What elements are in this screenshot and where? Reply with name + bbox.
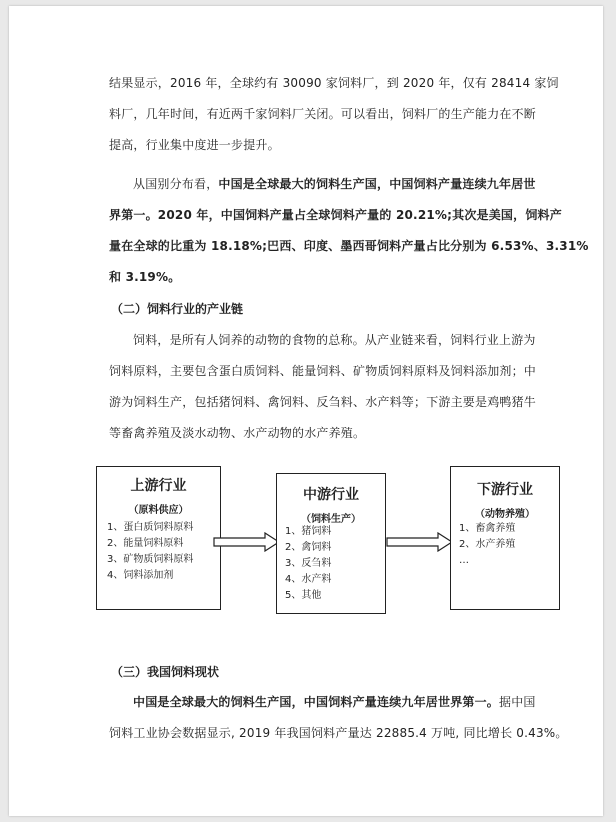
text-line: 结果显示，2016 年，全球约有 30090 家饲料厂，到 2020 年，仅有 28414 家饲 — [109, 76, 559, 90]
document-page — [9, 6, 603, 816]
normal-text: 据中国 — [499, 695, 536, 709]
upstream-list — [107, 520, 193, 584]
list-item: … — [459, 555, 469, 566]
lead-text: 从国别分布看， — [133, 177, 219, 191]
midstream-title: 中游行业 — [303, 487, 359, 503]
text-line: 和 3.19%。 — [109, 270, 181, 284]
text-line: 饲料，是所有人饲养的动物的食物的总称。从产业链来看，饲料行业上游为 — [133, 333, 536, 347]
paragraph-feed-mills — [109, 68, 559, 161]
upstream-box — [96, 466, 221, 610]
text-line: 界第一。2020 年，中国饲料产量占全球饲料产量的 20.21%;其次是美国，饲料产 — [109, 208, 562, 222]
paragraph-current-status — [109, 687, 568, 749]
downstream-box — [450, 466, 560, 610]
list-item: 5、其他 — [285, 590, 322, 601]
text-line: 游为饲料生产，包括猪饲料、禽饲料、反刍料、水产料等；下游主要是鸡鸭猪牛 — [109, 395, 537, 409]
downstream-subtitle: （动物养殖） — [475, 509, 535, 520]
midstream-subtitle: （饲料生产） — [301, 514, 361, 525]
text-line — [109, 169, 536, 200]
list-item: 4、饲料添加剂 — [107, 570, 174, 581]
text-line: 料厂，几年时间，有近两千家饲料厂关闭。可以看出，饲料厂的生产能力在不断 — [109, 107, 537, 121]
text-line: 提高，行业集中度进一步提升。 — [109, 138, 280, 152]
midstream-box — [276, 473, 386, 614]
upstream-title: 上游行业 — [130, 478, 187, 494]
section-heading-industry-chain: （二）饲料行业的产业链 — [111, 302, 244, 316]
list-item: 1、猪饲料 — [285, 526, 332, 537]
list-item: 2、禽饲料 — [285, 542, 332, 553]
list-item: 4、水产料 — [285, 574, 332, 585]
text-line: 等畜禽养殖及淡水动物、水产动物的水产养殖。 — [109, 426, 366, 440]
downstream-title: 下游行业 — [477, 482, 533, 498]
list-item: 3、矿物质饲料原料 — [107, 554, 194, 565]
text-line — [109, 687, 536, 718]
midstream-list — [285, 524, 331, 604]
arrow-right-icon — [213, 532, 281, 552]
text-line: 饲料原料，主要包含蛋白质饲料、能量饲料、矿物质饲料原料及饲料添加剂；中 — [109, 364, 537, 378]
paragraph-industry-chain — [109, 325, 537, 449]
section-heading-current-status: （三）我国饲料现状 — [111, 665, 220, 679]
bold-text: 中国是全球最大的饲料生产国，中国饲料产量连续九年居世 — [218, 177, 536, 191]
list-item: 2、水产养殖 — [459, 539, 516, 550]
paragraph-country-distribution — [109, 169, 589, 293]
downstream-list — [459, 521, 515, 569]
upstream-subtitle: （原料供应） — [128, 505, 189, 516]
text-line: 量在全球的比重为 18.18%;巴西、印度、墨西哥饲料产量占比分别为 6.53%、3.31% — [109, 239, 589, 253]
list-item: 1、蛋白质饲料原料 — [107, 522, 194, 533]
list-item: 3、反刍料 — [285, 558, 332, 569]
list-item: 1、畜禽养殖 — [459, 523, 516, 534]
bold-text: 中国是全球最大的饲料生产国，中国饲料产量连续九年居世界第一。 — [133, 695, 500, 709]
text-line: 饲料工业协会数据显示, 2019 年我国饲料产量达 22885.4 万吨, 同比增长 0.43%。 — [109, 726, 568, 740]
list-item: 2、能量饲料原料 — [107, 538, 184, 549]
arrow-right-icon — [386, 532, 454, 552]
